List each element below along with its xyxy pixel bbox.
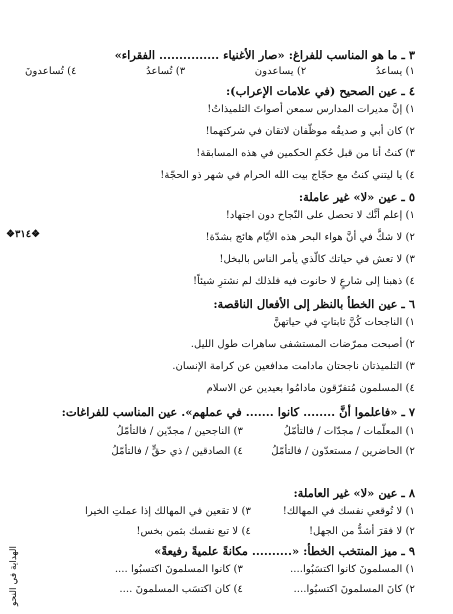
question-9-options	[85, 564, 415, 595]
question-6-option-1[interactable]: ١) الناجحات كُنَّ ثابتاتٍ في حياتهنَّ	[273, 317, 415, 328]
question-4-option-1[interactable]: ١) إنَّ مديرات المدارس سمعن أصواتَ التلميذاتُ!	[207, 104, 415, 115]
page-number	[6, 229, 40, 240]
question-7-prompt: ٧ ـ «فاعلموا أنَّ ........ كانوا ....... في عملهم». عين المناسب للفراغات:	[61, 405, 415, 419]
question-5-option-1[interactable]: ١) إعلم أنَّك لا تحصل على النّجاح دون اجتهاد!	[225, 210, 415, 221]
question-7-option-4[interactable]: ٤) الصادقين / ذي حقٍّ / فالتأمّلُ	[111, 446, 243, 457]
diamond-icon: ❖	[6, 229, 15, 240]
question-9-prompt: ٩ ـ ميز المنتخب الخطأ: «.......... مكانةً علميةً رفيعةً»	[154, 544, 415, 558]
question-8-prompt: ٨ ـ عين «لا» غير العاملة:	[293, 486, 415, 500]
question-7-option-2[interactable]: ٢) الحاضرين / مستعدّون / فالتأمّلُ	[271, 446, 415, 457]
question-7-option-3[interactable]: ٣) الناجحين / مجدّين / فالتأمّلُ	[116, 426, 243, 437]
question-4-option-2[interactable]: ٢) كان أبي و صديقُه موظّفان لاتقان في شركتهما!	[205, 126, 415, 137]
question-3-options	[25, 66, 415, 77]
question-6-option-2[interactable]: ٢) أصبحت ممرّضات المستشفى ساهرات طول الليل.	[190, 339, 415, 350]
question-5-prompt: ٥ ـ عين «لا» غير عاملة:	[298, 190, 415, 204]
question-8-option-3[interactable]: ٣) لا تقعين في المهالك إذا عملتِ الخيرا	[85, 506, 251, 517]
question-7-options	[85, 426, 415, 457]
question-9-option-1[interactable]: ١) المسلمونَ كانوا اكتسَبُوا....	[290, 564, 415, 575]
question-5-option-4[interactable]: ٤) ذهبنا إلى شارعٍ لا حانوت فيه فلذلك لم نشترِ شيئاً!	[192, 276, 415, 287]
question-4-option-3[interactable]: ٣) كنتُ أنا من قبل حُكمِ الحكمين في هذه المسابقة!	[196, 148, 415, 159]
question-3-option-1[interactable]: ١) يساعدُ	[375, 66, 415, 77]
diamond-icon: ❖	[31, 229, 41, 240]
question-6-option-3[interactable]: ٣) التلميذتان ناجحتان مادامت مدافعين عن كرامة الإنسان.	[172, 361, 415, 372]
question-9-option-4[interactable]: ٤) كان اكتسَب المسلمونَ ....	[119, 584, 243, 595]
question-8-option-1[interactable]: ١) لا تُوقعي نفسك في المهالك!	[282, 506, 415, 517]
page-number-value: ٣١٤	[14, 229, 32, 240]
question-9-option-2[interactable]: ٢) كانَ المسلمونَ اكتسبُوا....	[293, 584, 415, 595]
book-title-sidebar	[6, 545, 22, 607]
question-8-option-4[interactable]: ٤) لا تبع نفسك بثمن بخس!	[136, 526, 251, 537]
question-7-option-1[interactable]: ١) المعلّمات / مجدّات / فالتأمّلُ	[283, 426, 415, 437]
question-8-options	[85, 506, 415, 537]
question-9-option-3[interactable]: ٣) كانوا المسلمونَ اكتسبُوا ....	[114, 564, 243, 575]
question-3-prompt: ٣ ـ ما هو المناسب للفراغ: «صار الأغنياء ............... الفقراء»	[114, 48, 415, 62]
question-8-option-2[interactable]: ٢) لا فقرَ أشدُّ من الجهل!	[308, 526, 415, 537]
question-6-prompt: ٦ ـ عين الخطأ بالنظر إلى الأفعال الناقصة:	[213, 297, 415, 311]
question-5-option-3[interactable]: ٣) لا تعش في حياتك كالّذي يأمر الناس بالبخل!	[219, 254, 415, 265]
question-3-option-3[interactable]: ٣) تُساعدُ	[146, 66, 186, 77]
question-5-option-2[interactable]: ٢) لا شكَّ في أنَّ هواء البحر هذه الأيّام هائج بشدّة!	[205, 232, 415, 243]
book-title: الهداية في النحو	[9, 546, 20, 606]
question-3-option-2[interactable]: ٢) يساعدون	[254, 66, 307, 77]
question-4-option-4[interactable]: ٤) يا ليتني كنتُ مع حجّاج بيت الله الحرام في شهر ذو الحجّة!	[160, 170, 415, 181]
question-4-prompt: ٤ ـ عين الصحيح (في علامات الإعراب):	[225, 84, 415, 98]
question-6-option-4[interactable]: ٤) المسلمون مُتفرّقون مادامُوا بعيدين عن الاسلام	[206, 383, 415, 394]
question-3-option-4[interactable]: ٤) تُساعدونَ	[25, 66, 77, 77]
